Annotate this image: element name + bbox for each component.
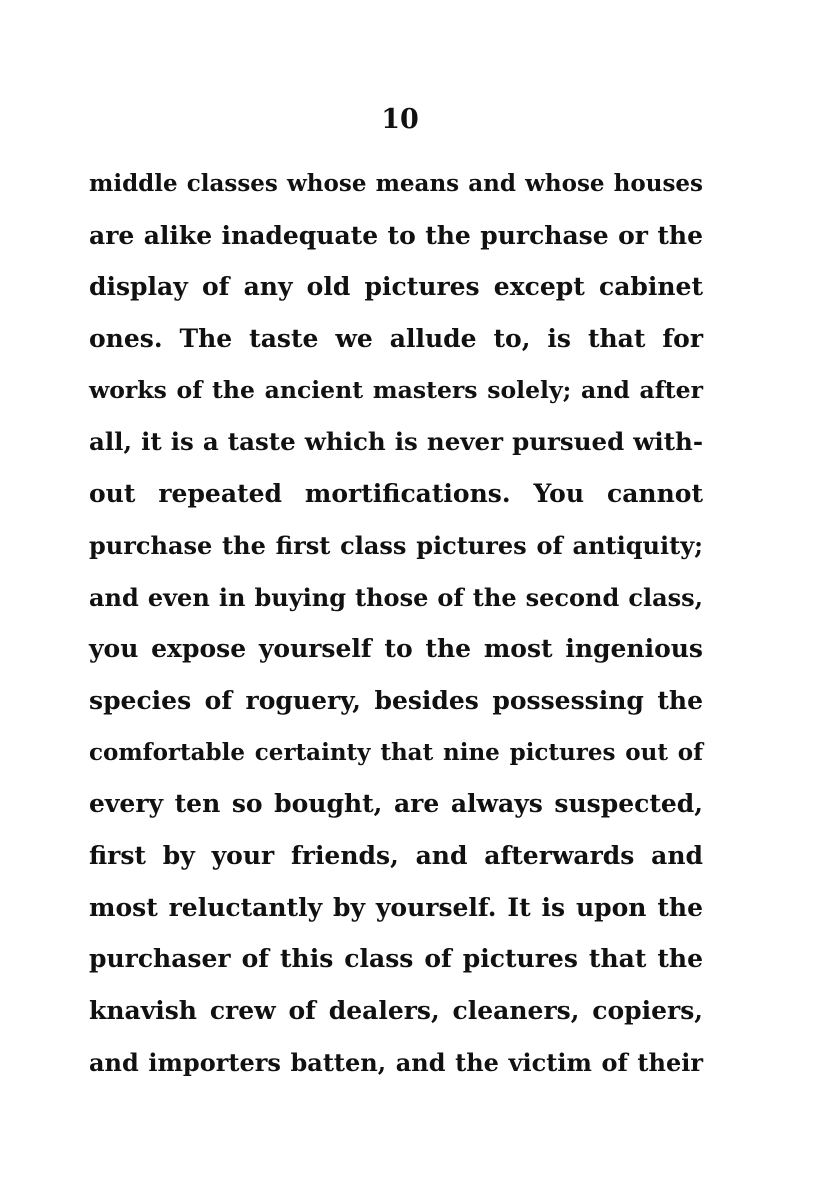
text-line: are alike inadequate to the purchase or the	[89, 220, 703, 250]
text-line: purchase the first class pictures of antiquity;	[89, 530, 703, 560]
text-line: and even in buying those of the second class,	[89, 582, 703, 612]
page-number: 10	[381, 104, 419, 135]
text-line: out repeated mortifications. You cannot	[89, 479, 703, 509]
text-line: you expose yourself to the most ingenious	[89, 634, 703, 664]
text-line: species of roguery, besides possessing the	[89, 685, 703, 715]
text-line: comfortable certainty that nine pictures out of	[89, 738, 703, 766]
text-line: every ten so bought, are always suspected,	[89, 789, 703, 819]
text-line: most reluctantly by yourself. It is upon the	[89, 892, 703, 922]
text-line: ones. The taste we allude to, is that for	[89, 324, 703, 354]
text-line: display of any old pictures except cabinet	[89, 272, 703, 302]
text-line: all, it is a taste which is never pursued with-	[89, 427, 703, 457]
text-line: purchaser of this class of pictures that the	[89, 944, 703, 974]
text-line: works of the ancient masters solely; and after	[89, 375, 703, 404]
text-line: first by your friends, and afterwards and	[89, 840, 703, 870]
body-text	[89, 158, 703, 1088]
text-line: middle classes whose means and whose houses	[89, 170, 703, 197]
text-line: and importers batten, and the victim of their	[89, 1047, 703, 1077]
text-line: knavish crew of dealers, cleaners, copiers,	[89, 996, 703, 1025]
